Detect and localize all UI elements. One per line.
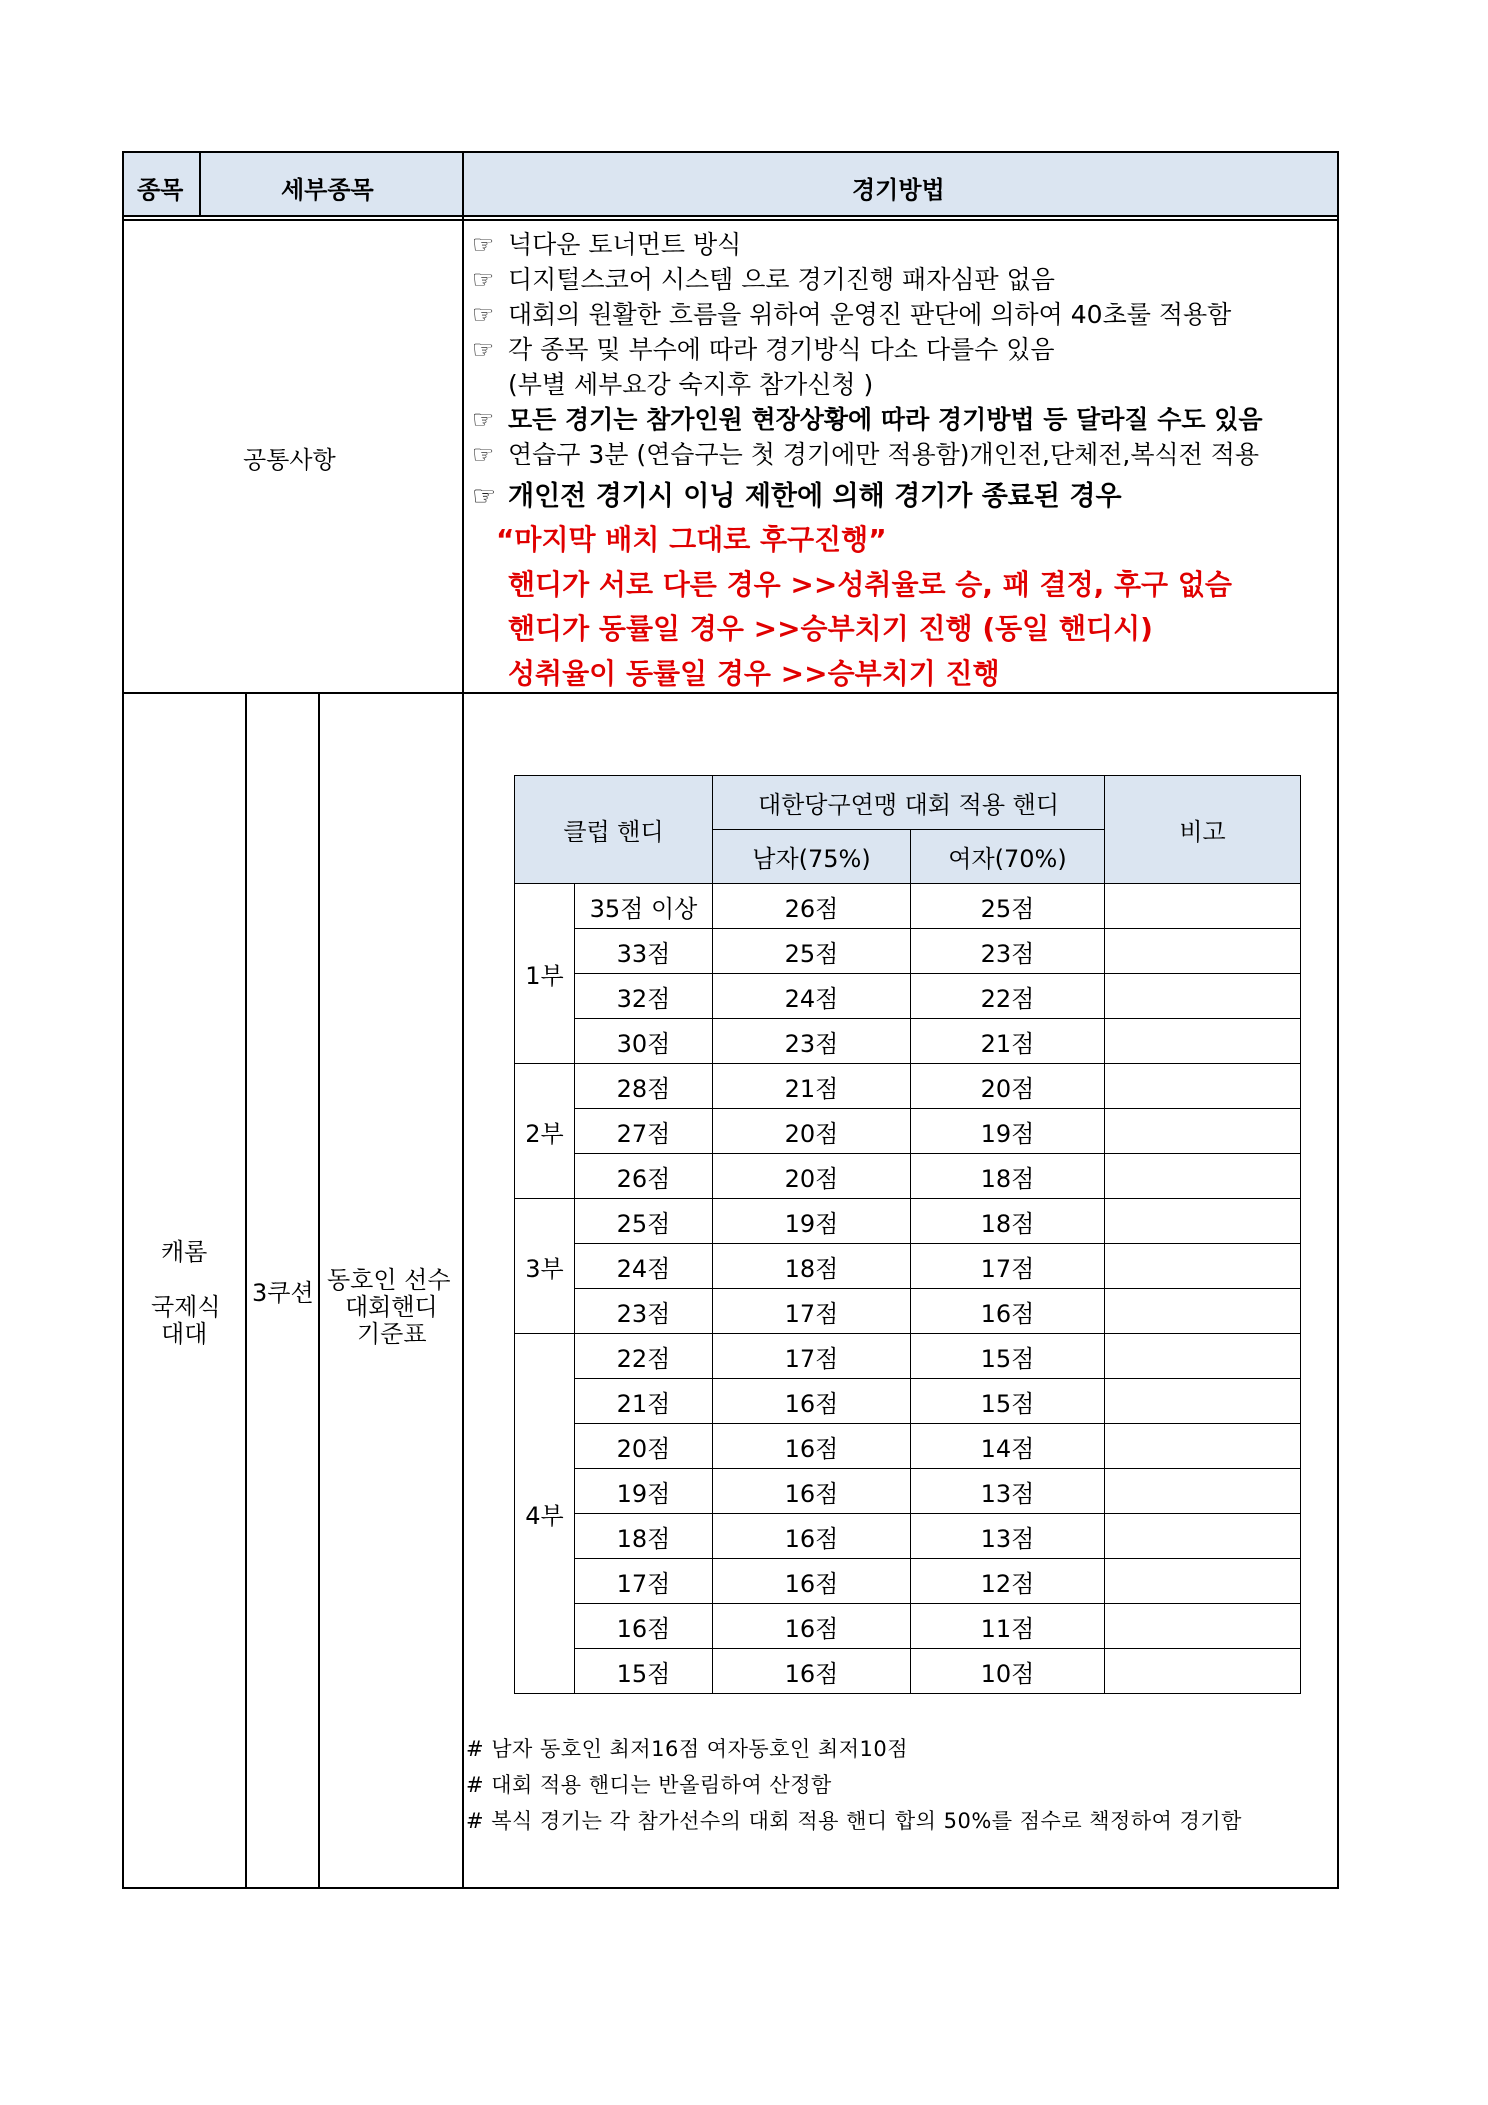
club-handicap-cell: 27점 bbox=[575, 1109, 713, 1154]
female-handicap-cell: 15점 bbox=[911, 1334, 1105, 1379]
column-divider bbox=[318, 692, 320, 1889]
pointer-icon: ☞ bbox=[472, 265, 495, 294]
column-divider bbox=[245, 692, 247, 1889]
club-handicap-cell: 20점 bbox=[575, 1424, 713, 1469]
female-handicap-cell: 10점 bbox=[911, 1649, 1105, 1694]
male-handicap-cell: 16점 bbox=[713, 1604, 911, 1649]
red-rule-line: 성취율이 동률일 경우 >>승부치기 진행 bbox=[508, 657, 1000, 690]
club-handicap-cell: 35점 이상 bbox=[575, 884, 713, 929]
male-handicap-cell: 25점 bbox=[713, 929, 911, 974]
remarks-cell bbox=[1105, 1154, 1301, 1199]
club-handicap-cell: 17점 bbox=[575, 1559, 713, 1604]
male-handicap-cell: 16점 bbox=[713, 1424, 911, 1469]
female-header: 여자(70%) bbox=[911, 830, 1105, 884]
club-handicap-cell: 21점 bbox=[575, 1379, 713, 1424]
table-row bbox=[515, 929, 1301, 974]
male-header: 남자(75%) bbox=[713, 830, 911, 884]
female-handicap-cell: 13점 bbox=[911, 1469, 1105, 1514]
remarks-cell bbox=[1105, 1379, 1301, 1424]
male-handicap-cell: 16점 bbox=[713, 1469, 911, 1514]
club-handicap-cell: 28점 bbox=[575, 1064, 713, 1109]
male-handicap-cell: 17점 bbox=[713, 1334, 911, 1379]
female-handicap-cell: 14점 bbox=[911, 1424, 1105, 1469]
table-row bbox=[515, 1019, 1301, 1064]
female-handicap-cell: 19점 bbox=[911, 1109, 1105, 1154]
male-handicap-cell: 17점 bbox=[713, 1289, 911, 1334]
red-rule-line: 핸디가 서로 다른 경우 >>성취율로 승, 패 결정, 후구 없슴 bbox=[508, 568, 1232, 601]
remarks-cell bbox=[1105, 1514, 1301, 1559]
method-line: ☞ 연습구 3분 (연습구는 첫 경기에만 적용함)개인전,단체전,복식전 적용 bbox=[472, 440, 1260, 469]
remarks-cell bbox=[1105, 1019, 1301, 1064]
method-line: ☞ 각 종목 및 부수에 따라 경기방식 다소 다를수 있음 bbox=[472, 335, 1055, 364]
female-handicap-cell: 17점 bbox=[911, 1244, 1105, 1289]
club-handicap-cell: 33점 bbox=[575, 929, 713, 974]
male-handicap-cell: 19점 bbox=[713, 1199, 911, 1244]
event-category: 대대 bbox=[161, 1320, 208, 1348]
remarks-cell bbox=[1105, 1064, 1301, 1109]
female-handicap-cell: 11점 bbox=[911, 1604, 1105, 1649]
table-row bbox=[515, 884, 1301, 929]
table-row bbox=[515, 1109, 1301, 1154]
table-row bbox=[515, 1604, 1301, 1649]
pointer-icon: ☞ bbox=[472, 335, 495, 364]
male-handicap-cell: 26점 bbox=[713, 884, 911, 929]
remarks-cell bbox=[1105, 974, 1301, 1019]
footnote: # 복식 경기는 각 참가선수의 대회 적용 핸디 합의 50%를 점수로 책정하여 경기함 bbox=[466, 1809, 1242, 1833]
method-line-bold: ☞ 모든 경기는 참가인원 현장상황에 따라 경기방법 등 달라질 수도 있음 bbox=[472, 405, 1263, 434]
header-event: 종목 bbox=[137, 176, 184, 204]
male-handicap-cell: 24점 bbox=[713, 974, 911, 1019]
club-handicap-cell: 18점 bbox=[575, 1514, 713, 1559]
female-handicap-cell: 18점 bbox=[911, 1199, 1105, 1244]
method-line: ☞ 디지털스코어 시스템 으로 경기진행 패자심판 없음 bbox=[472, 265, 1055, 294]
remarks-cell bbox=[1105, 1469, 1301, 1514]
division-cell: 3부 bbox=[515, 1199, 575, 1334]
male-handicap-cell: 16점 bbox=[713, 1559, 911, 1604]
table-row bbox=[515, 1244, 1301, 1289]
division-cell: 1부 bbox=[515, 884, 575, 1064]
table-row bbox=[515, 1199, 1301, 1244]
event-category: 국제식 bbox=[151, 1293, 221, 1321]
female-handicap-cell: 12점 bbox=[911, 1559, 1105, 1604]
male-handicap-cell: 16점 bbox=[713, 1379, 911, 1424]
club-handicap-cell: 30점 bbox=[575, 1019, 713, 1064]
male-handicap-cell: 23점 bbox=[713, 1019, 911, 1064]
method-line: ☞ 대회의 원활한 흐름을 위하여 운영진 판단에 의하여 40초룰 적용함 bbox=[472, 300, 1232, 329]
remarks-cell bbox=[1105, 1334, 1301, 1379]
remarks-header: 비고 bbox=[1105, 776, 1301, 884]
method-line: (부별 세부요강 숙지후 참가신청 ) bbox=[508, 370, 874, 399]
event-desc: 동호인 선수 bbox=[327, 1266, 451, 1294]
table-row bbox=[515, 1289, 1301, 1334]
event-desc: 대회핸디 bbox=[345, 1293, 438, 1321]
footnote: # 대회 적용 핸디는 반올림하여 산정함 bbox=[466, 1773, 832, 1797]
table-row bbox=[515, 1514, 1301, 1559]
common-label: 공통사항 bbox=[243, 446, 336, 474]
remarks-cell bbox=[1105, 1289, 1301, 1334]
remarks-cell bbox=[1105, 929, 1301, 974]
club-handicap-cell: 26점 bbox=[575, 1154, 713, 1199]
club-handicap-cell: 24점 bbox=[575, 1244, 713, 1289]
male-handicap-cell: 21점 bbox=[713, 1064, 911, 1109]
footnote: # 남자 동호인 최저16점 여자동호인 최저10점 bbox=[466, 1737, 908, 1761]
club-handicap-cell: 16점 bbox=[575, 1604, 713, 1649]
male-handicap-cell: 16점 bbox=[713, 1649, 911, 1694]
event-category: 캐롬 bbox=[161, 1238, 208, 1266]
header-sub-event: 세부종목 bbox=[281, 176, 374, 204]
pointer-icon: ☞ bbox=[472, 481, 497, 512]
female-handicap-cell: 18점 bbox=[911, 1154, 1105, 1199]
pointer-icon: ☞ bbox=[472, 440, 495, 469]
table-row bbox=[515, 1424, 1301, 1469]
club-handicap-header: 클럽 핸디 bbox=[515, 776, 713, 884]
table-row bbox=[515, 1334, 1301, 1379]
federation-handicap-header: 대한당구연맹 대회 적용 핸디 bbox=[713, 776, 1105, 830]
pointer-icon: ☞ bbox=[472, 405, 495, 434]
pointer-icon: ☞ bbox=[472, 230, 495, 259]
club-handicap-cell: 25점 bbox=[575, 1199, 713, 1244]
female-handicap-cell: 20점 bbox=[911, 1064, 1105, 1109]
female-handicap-cell: 13점 bbox=[911, 1514, 1105, 1559]
red-rule-line: 핸디가 동률일 경우 >>승부치기 진행 (동일 핸디시) bbox=[508, 612, 1153, 645]
method-line-bold: ☞ 개인전 경기시 이닝 제한에 의해 경기가 종료된 경우 bbox=[472, 481, 1122, 512]
male-handicap-cell: 20점 bbox=[713, 1109, 911, 1154]
handicap-table bbox=[514, 775, 1301, 1694]
header-bottom-line bbox=[122, 219, 1339, 221]
remarks-cell bbox=[1105, 1424, 1301, 1469]
male-handicap-cell: 18점 bbox=[713, 1244, 911, 1289]
remarks-cell bbox=[1105, 1199, 1301, 1244]
header-divider bbox=[199, 151, 201, 217]
club-handicap-cell: 15점 bbox=[575, 1649, 713, 1694]
table-row bbox=[515, 974, 1301, 1019]
column-divider bbox=[462, 151, 464, 1889]
female-handicap-cell: 23점 bbox=[911, 929, 1105, 974]
table-row bbox=[515, 1064, 1301, 1109]
remarks-cell bbox=[1105, 884, 1301, 929]
male-handicap-cell: 20점 bbox=[713, 1154, 911, 1199]
event-sub: 3쿠션 bbox=[252, 1279, 314, 1307]
division-cell: 2부 bbox=[515, 1064, 575, 1199]
remarks-cell bbox=[1105, 1244, 1301, 1289]
table-row bbox=[515, 1154, 1301, 1199]
female-handicap-cell: 16점 bbox=[911, 1289, 1105, 1334]
red-rule-line: “마지막 배치 그대로 후구진행” bbox=[496, 523, 887, 556]
remarks-cell bbox=[1105, 1109, 1301, 1154]
remarks-cell bbox=[1105, 1649, 1301, 1694]
female-handicap-cell: 21점 bbox=[911, 1019, 1105, 1064]
table-row bbox=[515, 1559, 1301, 1604]
male-handicap-cell: 16점 bbox=[713, 1514, 911, 1559]
table-row bbox=[515, 1379, 1301, 1424]
table-row bbox=[515, 1469, 1301, 1514]
pointer-icon: ☞ bbox=[472, 300, 495, 329]
remarks-cell bbox=[1105, 1559, 1301, 1604]
female-handicap-cell: 15점 bbox=[911, 1379, 1105, 1424]
club-handicap-cell: 32점 bbox=[575, 974, 713, 1019]
club-handicap-cell: 23점 bbox=[575, 1289, 713, 1334]
event-desc: 기준표 bbox=[357, 1320, 427, 1348]
club-handicap-cell: 22점 bbox=[575, 1334, 713, 1379]
section-divider bbox=[122, 692, 1339, 694]
header-method: 경기방법 bbox=[852, 176, 945, 204]
female-handicap-cell: 22점 bbox=[911, 974, 1105, 1019]
remarks-cell bbox=[1105, 1604, 1301, 1649]
division-cell: 4부 bbox=[515, 1334, 575, 1694]
table-row bbox=[515, 1649, 1301, 1694]
female-handicap-cell: 25점 bbox=[911, 884, 1105, 929]
method-line: ☞ 넉다운 토너먼트 방식 bbox=[472, 230, 742, 259]
club-handicap-cell: 19점 bbox=[575, 1469, 713, 1514]
